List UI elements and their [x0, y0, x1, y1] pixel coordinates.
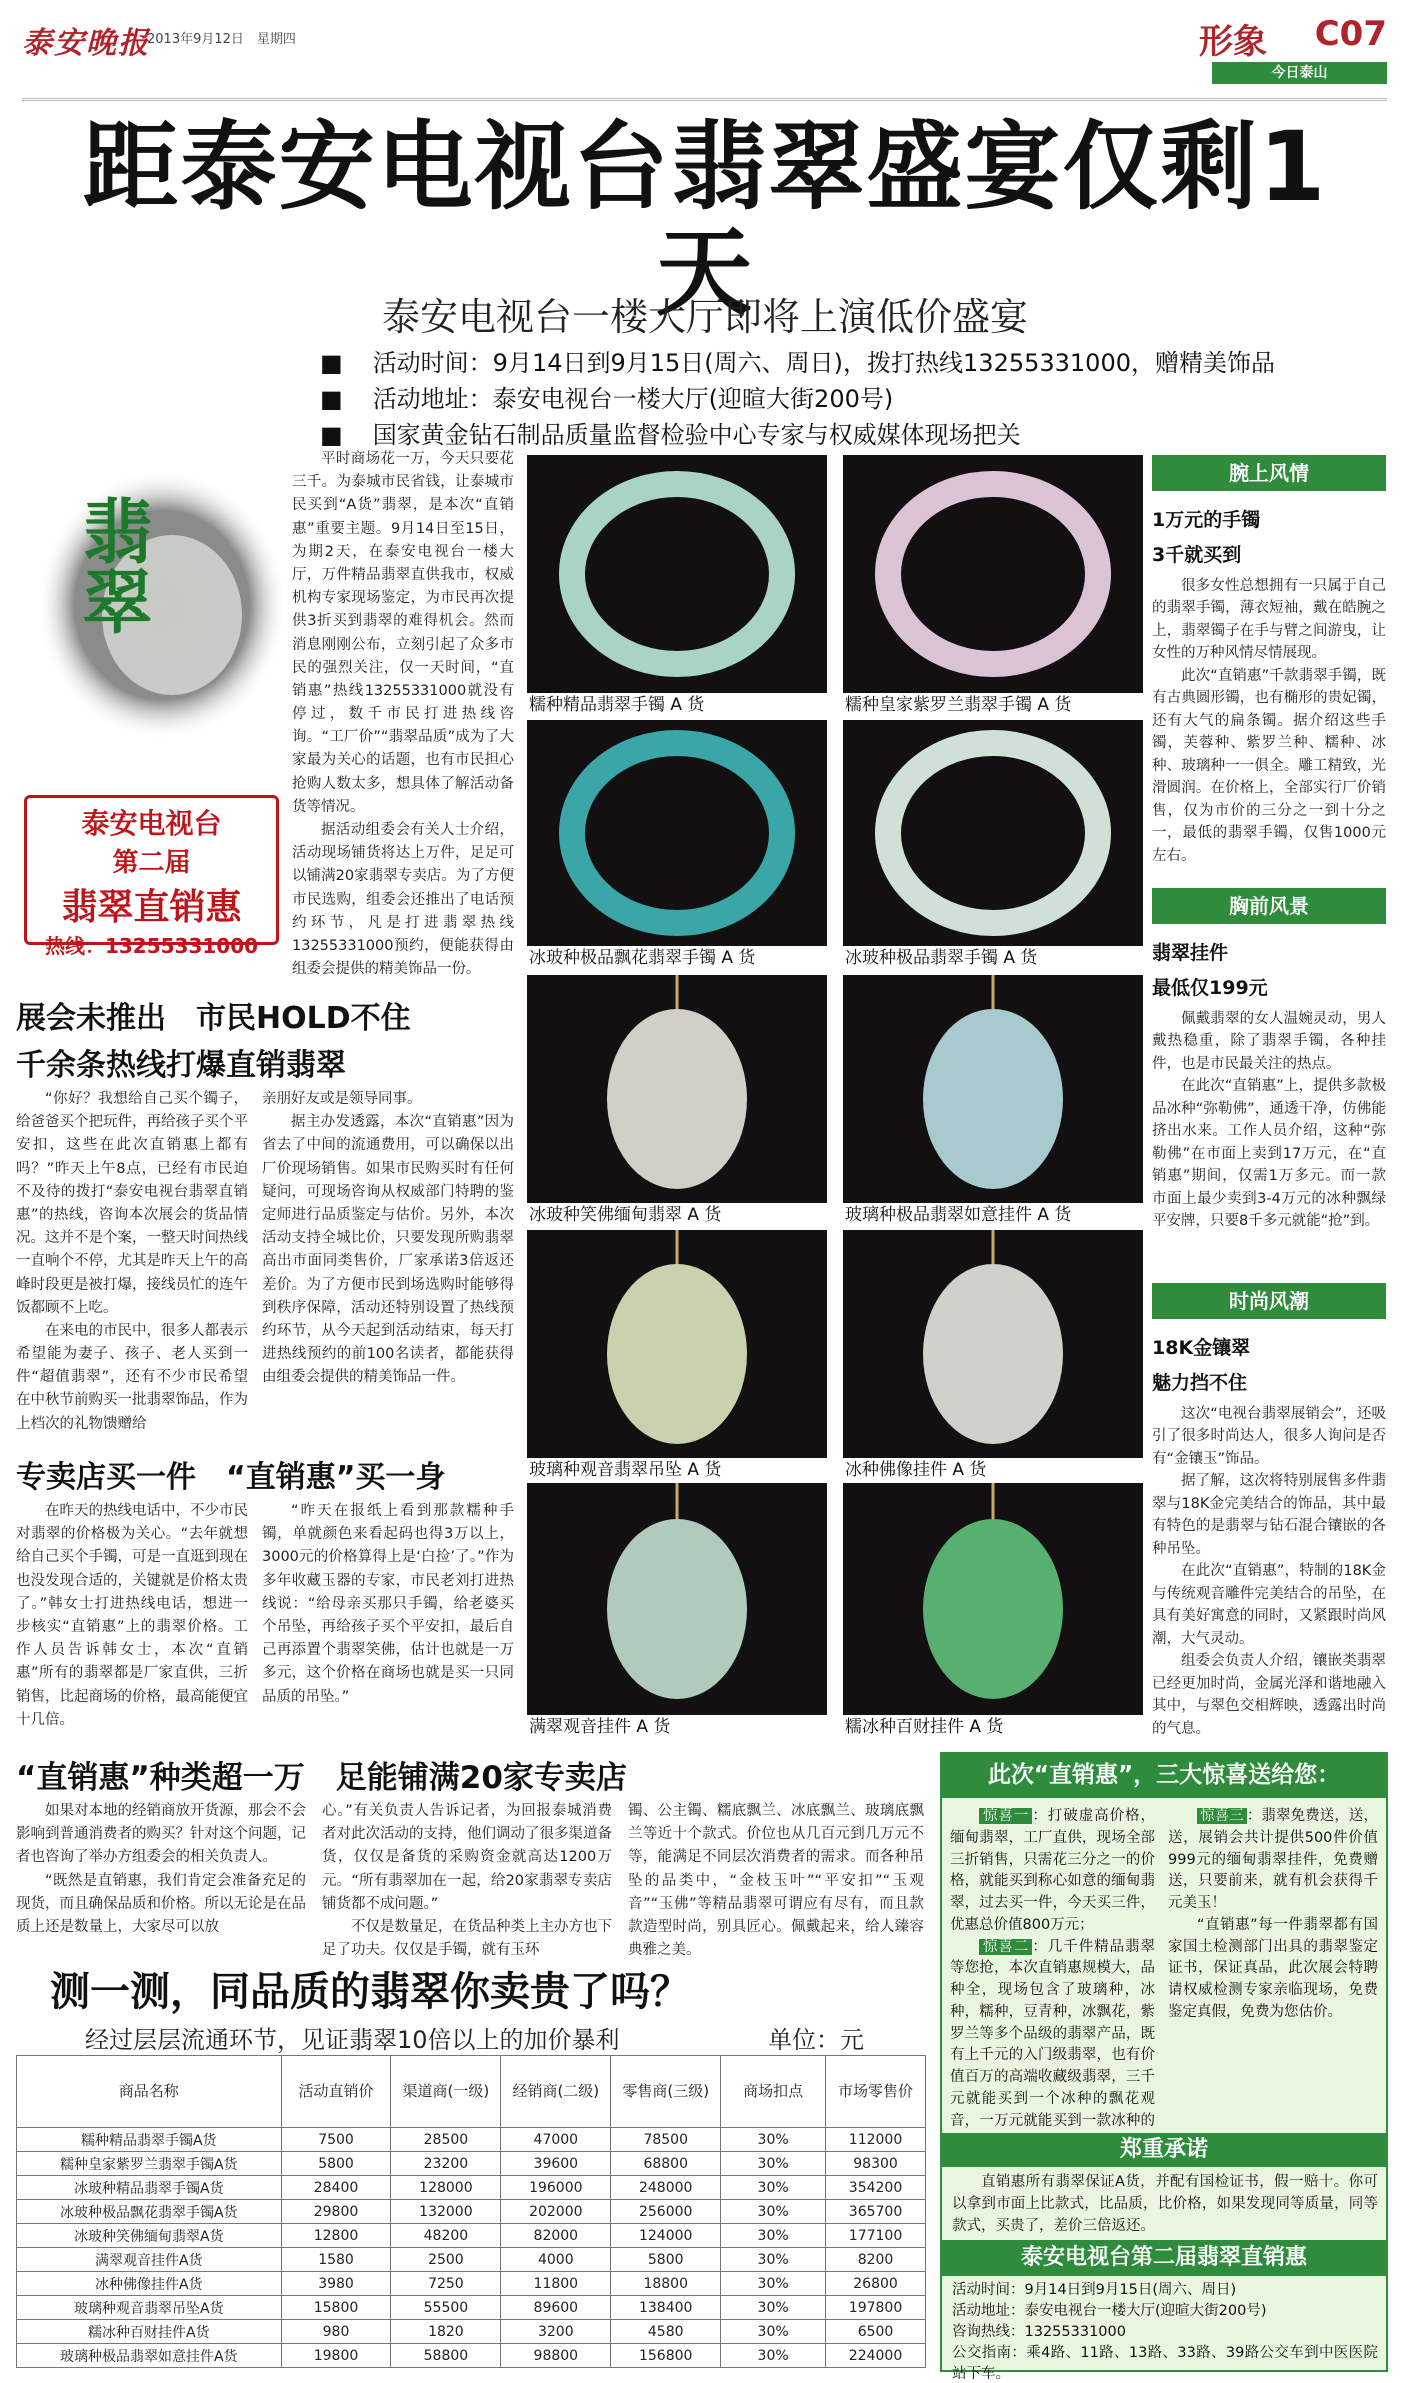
table-header-cell: 商品名称	[17, 2056, 282, 2128]
table-cell: 202000	[501, 2200, 611, 2224]
photo-caption: 玻璃种观音翡翠吊坠 A 货	[527, 1458, 827, 1482]
table-cell: 29800	[281, 2200, 391, 2224]
logo-hotline: 热线：13255331000	[44, 934, 259, 958]
table-cell: 糯种精品翡翠手镯A货	[17, 2128, 282, 2152]
section2-title: 专卖店买一件 “直销惠”买一身	[16, 1460, 446, 1495]
table-cell: 6500	[826, 2320, 926, 2344]
photo-caption: 冰玻种极品飘花翡翠手镯 A 货	[527, 946, 827, 970]
table-cell: 26800	[826, 2272, 926, 2296]
table-cell: 132000	[391, 2200, 501, 2224]
photo-caption: 糯种精品翡翠手镯 A 货	[527, 693, 827, 717]
table-row	[17, 2128, 926, 2152]
table-cell: 112000	[826, 2128, 926, 2152]
page-number: C07	[1314, 14, 1387, 54]
issue-date: 2013年9月12日 星期四	[147, 32, 296, 47]
sidebar-fashion-h1: 18K金镶翠	[1152, 1337, 1251, 1359]
price-test-subtitle: 经过层层流通环节，见证翡翠10倍以上的加价暴利	[85, 2026, 620, 2054]
table-cell: 冰玻种笑佛缅甸翡翠A货	[17, 2224, 282, 2248]
jade-pendant-icon	[843, 1483, 1143, 1715]
table-cell: 78500	[611, 2128, 721, 2152]
intro-text: 平时商场花一万，今天只要花三千。为泰城市民省钱，让泰城市民买到“A货”翡翠，是本次“直销惠”重要主题。9月14日至15日，为期2天，在泰安电视台一楼大厅，万件精品翡翠直供我市，权威机构专家现场鉴定，为市民再次提供3折买到翡翠的难得机会。然而消息刚刚公布，立刻引起了众多市民的强烈关注，仅一天时间，“直销惠”热线13255331000就没有停过，数千市民打进热线咨询。“工厂价”“翡翠品质”成为了大家最为关心的话题，也有市民担心抢购人数太多，想具体了解活动备货等情况。 据活动组委会有关人士介绍，活动现场铺货将达上万件，足足可以铺满20家翡翠专卖店。为了方便市民选购，组委会还推出了电话预约环节，凡是打进翡翠热线13255331000预约，便能获得由组委会提供的精美饰品一份。	[292, 451, 514, 978]
table-cell: 冰种佛像挂件A货	[17, 2272, 282, 2296]
section3-col3: 镯、公主镯、糯底飘兰、冰底飘兰、玻璃底飘兰等近十个款式。价位也从几百元到几万元不等，能满足不同层次消费者的需求。而各种吊坠的品类中，“金枝玉叶”“平安扣”“玉观音”“玉佛”等精品翡翠可谓应有尽有，而且款款造型时尚，别具匠心。佩戴起来，给人臻容典雅之美。	[628, 1803, 924, 1959]
table-cell: 48200	[391, 2224, 501, 2248]
table-cell: 39600	[501, 2152, 611, 2176]
table-cell: 15800	[281, 2296, 391, 2320]
event-title: 泰安电视台第二届翡翠直销惠	[942, 2240, 1386, 2276]
table-cell: 12800	[281, 2224, 391, 2248]
table-header-cell: 市场零售价	[826, 2056, 926, 2128]
table-row	[17, 2296, 926, 2320]
table-cell: 82000	[501, 2224, 611, 2248]
jade-bangle-icon	[527, 720, 827, 946]
table-cell: 8200	[826, 2248, 926, 2272]
product-photo	[843, 975, 1143, 1227]
table-cell: 30%	[721, 2200, 826, 2224]
table-cell: 7500	[281, 2128, 391, 2152]
table-cell: 98300	[826, 2152, 926, 2176]
table-row	[17, 2176, 926, 2200]
table-cell: 1820	[391, 2320, 501, 2344]
table-row	[17, 2344, 926, 2368]
bullet-address: ■ 活动地址：泰安电视台一楼大厅(迎暄大街200号)	[320, 379, 1400, 414]
table-cell: 7250	[391, 2272, 501, 2296]
promise-title: 郑重承诺	[942, 2133, 1386, 2167]
promo-col1: 惊喜一 ：打破虚高价格，缅甸翡翠，工厂直供，现场全部三折销售，只需花三分之一的价格，就能买到称心如意的缅甸翡翠，过去买一件，今天买三件，优惠总价值800万元； 惊喜二 ：几千件精品翡翠等您抢，本次直销惠规模大，品种全，现场包含了玻璃种，冰种，糯种，豆青种，冰飘花，紫罗兰等多个品级的翡翠产品，既有上千元的入门级翡翠，也有价值百万的高端收藏级翡翠，三千元就能买到一个冰种的飘花观音，一万元就能买到一款冰种的	[950, 1808, 1156, 2129]
table-cell: 28500	[391, 2128, 501, 2152]
table-cell: 3980	[281, 2272, 391, 2296]
table-cell: 196000	[501, 2176, 611, 2200]
sidebar-bar-chest: 胸前风景	[1152, 888, 1386, 924]
price-unit: 单位：元	[768, 2026, 864, 2054]
table-cell: 4000	[501, 2248, 611, 2272]
section3-title: “直销惠”种类超一万 足能铺满20家专卖店	[16, 1760, 627, 1796]
table-cell: 23200	[391, 2152, 501, 2176]
sidebar-bar-wrist: 腕上风情	[1152, 455, 1386, 491]
table-cell: 冰玻种极品飘花翡翠手镯A货	[17, 2200, 282, 2224]
product-photo	[843, 1483, 1143, 1739]
surprise2-tag: 惊喜二	[979, 1939, 1032, 1955]
table-cell: 197800	[826, 2296, 926, 2320]
table-cell: 30%	[721, 2296, 826, 2320]
price-comparison-table	[16, 2055, 926, 2368]
table-cell: 玻璃种极品翡翠如意挂件A货	[17, 2344, 282, 2368]
table-cell: 30%	[721, 2224, 826, 2248]
event-logo-box	[24, 795, 279, 958]
table-cell: 224000	[826, 2344, 926, 2368]
table-cell: 89600	[501, 2296, 611, 2320]
table-cell: 68800	[611, 2152, 721, 2176]
section-name: 形象	[1199, 22, 1267, 62]
bullet-experts: ■ 国家黄金钻石制品质量监督检验中心专家与权威媒体现场把关	[320, 415, 1400, 450]
table-row	[17, 2320, 926, 2344]
promo-col2: 惊喜三 ：翡翠免费送，送，送，展销会共计提供500件价值999元的缅甸翡翠挂件，免费赠送，只要前来，就有机会获得千元美玉！ “直销惠”每一件翡翠都有国家国土检测部门出具的翡翠鉴定证书，保证真品，此次展会特聘请权威检测专家亲临现场，免费鉴定真假，免费为您估价。	[1168, 1808, 1378, 2020]
table-cell: 11800	[501, 2272, 611, 2296]
sidebar-chest-h2: 最低仅199元	[1152, 977, 1268, 999]
table-cell: 糯种皇家紫罗兰翡翠手镯A货	[17, 2152, 282, 2176]
sidebar-fashion-text: 这次“电视台翡翠展销会”，还吸引了很多时尚达人，很多人询问是否有“金镶玉”饰品。 据了解，这次将特别展售多件翡翠与18K金完美结合的饰品，其中最有特色的是翡翠与钻石混合镶嵌的各种吊坠。 在此次“直销惠”，特制的18K金与传统观音雕件完美结合的吊坠，在具有美好寓意的同时，又紧跟时尚风潮，大气灵动。 组委会负责人介绍，镶嵌类翡翠已经更加时尚，金属光泽和谐地融入其中，与翠色交相辉映，透露出时尚的气息。	[1152, 1406, 1386, 1737]
table-body	[17, 2128, 926, 2368]
promo-title: 此次“直销惠”，三大惊喜送给您：	[940, 1752, 1388, 1798]
jade-bangle-icon	[527, 455, 827, 693]
table-cell: 30%	[721, 2248, 826, 2272]
section1-col2: 亲朋好友或是领导同事。 据主办发透露，本次“直销惠”因为省去了中间的流通费用，可以确保以出厂价现场销售。如果市民购买时有任何疑问，可现场咨询从权威部门特聘的鉴定师进行品质鉴定与估价。另外，本次活动支持全城比价，只要发现所购翡翠高出市面同类售价，厂家承诺3倍返还差价。为了方便市民到场选购时能够得到秩序保障，活动还特别设置了热线预约环节，从今天起到活动结束，每天打进热线预约的前100名读者，都能获得由组委会提供的精美饰品一件。	[262, 1091, 514, 1386]
table-cell: 2500	[391, 2248, 501, 2272]
photo-caption: 冰种佛像挂件 A 货	[843, 1458, 1143, 1482]
section1-title1: 展会未推出 市民HOLD不住	[16, 1001, 411, 1036]
table-cell: 5800	[281, 2152, 391, 2176]
table-cell: 30%	[721, 2152, 826, 2176]
table-cell: 3200	[501, 2320, 611, 2344]
jade-pendant-icon	[527, 1230, 827, 1458]
product-photo	[843, 720, 1143, 970]
table-row	[17, 2200, 926, 2224]
sidebar-fashion-h2: 魅力挡不住	[1152, 1372, 1248, 1394]
table-cell: 354200	[826, 2176, 926, 2200]
table-cell: 玻璃种观音翡翠吊坠A货	[17, 2296, 282, 2320]
page-title: 距泰安电视台翡翠盛宴仅剩1天	[82, 111, 1328, 329]
sidebar-wrist-h1: 1万元的手镯	[1152, 509, 1261, 531]
table-cell: 365700	[826, 2200, 926, 2224]
jade-bangle-icon	[843, 455, 1143, 693]
table-cell: 256000	[611, 2200, 721, 2224]
logo-line1: 泰安电视台	[81, 807, 222, 840]
masthead-divider	[22, 98, 1387, 101]
newspaper-logo: 泰安晚报	[22, 26, 150, 61]
jade-bangle-icon	[843, 720, 1143, 946]
surprise1-tag: 惊喜一	[979, 1808, 1032, 1824]
table-cell: 5800	[611, 2248, 721, 2272]
table-cell: 58800	[391, 2344, 501, 2368]
table-cell: 28400	[281, 2176, 391, 2200]
table-cell: 47000	[501, 2128, 611, 2152]
product-photo	[527, 1230, 827, 1482]
table-cell: 248000	[611, 2176, 721, 2200]
table-cell: 124000	[611, 2224, 721, 2248]
product-photo	[843, 1230, 1143, 1482]
table-cell: 138400	[611, 2296, 721, 2320]
table-cell: 30%	[721, 2272, 826, 2296]
sidebar-bar-fashion: 时尚风潮	[1152, 1283, 1386, 1319]
section1-title2: 千余条热线打爆直销翡翠	[16, 1048, 346, 1083]
photo-caption: 冰玻种笑佛缅甸翡翠 A 货	[527, 1203, 827, 1227]
table-header-cell: 零售商(三级)	[611, 2056, 721, 2128]
product-photo	[527, 720, 827, 970]
table-row	[17, 2224, 926, 2248]
logo-line2: 第二届	[112, 848, 191, 878]
product-photo	[527, 455, 827, 717]
sidebar-wrist-h2: 3千就买到	[1152, 544, 1242, 566]
sidebar-wrist-text: 很多女性总想拥有一只属于自己的翡翠手镯，薄衣短袖，戴在皓腕之上，翡翠镯子在手与臂之间游曳，让女性的万种风情尽情展现。 此次“直销惠”千款翡翠手镯，既有古典圆形镯，也有椭形的贵妃镯，还有大气的扁条镯。据介绍这些手镯，芙蓉种、紫罗兰种、糯种、冰种、玻璃种一一俱全。雕工精致，光滑圆润。在价格上，全部实行厂价销售，仅为市价的三分之一到十分之一，最低的翡翠手镯，仅售1000元左右。	[1152, 578, 1386, 864]
table-cell: 30%	[721, 2128, 826, 2152]
product-photo	[527, 975, 827, 1227]
table-header-cell: 活动直销价	[281, 2056, 391, 2128]
table-cell: 55500	[391, 2296, 501, 2320]
jade-pendant-icon	[527, 975, 827, 1203]
promise-text: 直销惠所有翡翠保证A货，并配有国检证书，假一赔十。你可以拿到市面上比款式，比品质，比价格，如果发现同等质量，同等款式，买贵了，差价三倍返还。	[952, 2174, 1378, 2234]
section-tag: 今日泰山	[1212, 62, 1387, 84]
table-cell: 30%	[721, 2344, 826, 2368]
jade-pendant-icon	[843, 975, 1143, 1203]
table-cell: 冰玻种精品翡翠手镯A货	[17, 2176, 282, 2200]
surprise3-tag: 惊喜三	[1197, 1808, 1247, 1824]
section2-col2: “昨天在报纸上看到那款糯种手镯，单就颜色来看起码也得3万以上，3000元的价格算得上是‘白捡’了。”作为多年收藏玉器的专家，市民老刘打进热线说：“给母亲买那只手镯，给老婆买个吊坠，再给孩子买个平安扣，最后自己再添置个翡翠笑佛，估计也就是一万多元，这个价格在商场也就是买一只同品质的吊坠。”	[262, 1503, 514, 1705]
table-cell: 980	[281, 2320, 391, 2344]
page-subtitle: 泰安电视台一楼大厅即将上演低价盛宴	[381, 295, 1028, 339]
table-cell: 30%	[721, 2176, 826, 2200]
masthead	[22, 14, 1387, 81]
table-cell: 98800	[501, 2344, 611, 2368]
event-info: 活动时间：9月14日到9月15日(周六、周日) 活动地址：泰安电视台一楼大厅(迎暄大街200号) 咨询热线：13255331000 公交指南：乘4路、11路、13路、33路、39路公交车到中医医院站下车。	[952, 2282, 1378, 2383]
table-cell: 19800	[281, 2344, 391, 2368]
jade-logo-art	[22, 455, 282, 775]
product-photo	[527, 1483, 827, 1739]
table-header-cell: 商场扣点	[721, 2056, 826, 2128]
section3-col1: 如果对本地的经销商放开货源，那会不会影响到普通消费者的购买？针对这个问题，记者也咨询了举办方组委会的相关负责人。 “既然是直销惠，我们肯定会准备充足的现货，而且确保品质和价格。所以无论是在品质上还是数量上，大家尽可以放	[16, 1803, 306, 1935]
sidebar-chest-h1: 翡翠挂件	[1152, 942, 1229, 964]
bullet-time: ■ 活动时间：9月14日到9月15日(周六、周日)，拨打热线13255331000，赠精美饰品	[320, 343, 1400, 378]
price-test-title: 测一测，同品质的翡翠你卖贵了吗？	[50, 1969, 690, 2015]
table-cell: 177100	[826, 2224, 926, 2248]
logo-art-text: 翡翠	[71, 495, 154, 635]
table-header-cell: 渠道商(一级)	[391, 2056, 501, 2128]
table-cell: 4580	[611, 2320, 721, 2344]
photo-caption: 满翠观音挂件 A 货	[527, 1715, 827, 1739]
photo-caption: 冰玻种极品翡翠手镯 A 货	[843, 946, 1143, 970]
table-cell: 18800	[611, 2272, 721, 2296]
sidebar-chest-text: 佩戴翡翠的女人温婉灵动，男人戴热稳重，除了翡翠手镯，各种挂件，也是市民最关注的热点。 在此次“直销惠”上，提供多款极品冰种“弥勒佛”，通透干净，仿佛能挤出水来。工作人员介绍，这种“弥勒佛”在市面上卖到17万元，在“直销惠”期间，仅需1万多元。而一款市面上最少卖到3-4万元的冰种飘绿平安牌，只要8千多元就能“抢”到。	[1152, 1011, 1386, 1230]
section2-col1: 在昨天的热线电话中，不少市民对翡翠的价格极为关心。“去年就想给自己买个手镯，可是一直逛到现在也没发现合适的，关键就是价格太贵了。”韩女士打进热线电话，想进一步核实“直销惠”上的翡翠价格。工作人员告诉韩女士，本次“直销惠”所有的翡翠都是厂家直供，三折销售，比起商场的价格，最高能便宜十几倍。	[16, 1503, 248, 1728]
table-cell: 满翠观音挂件A货	[17, 2248, 282, 2272]
section1-col1: “你好？我想给自己买个镯子，给爸爸买个把玩件，再给孩子买个平安扣，这些在此次直销惠上都有吗？”昨天上午8点，已经有市民迫不及待的拨打“泰安电视台翡翠直销惠”的热线，咨询本次展会的货品情况。这并不是个案，一整天时间热线一直响个不停，尤其是昨天上午的高峰时段更是被打爆，接线员忙的连午饭都顾不上吃。 在来电的市民中，很多人都表示希望能为妻子、孩子、老人买到一件“超值翡翠”，还有不少市民希望在中秋节前购买一批翡翠饰品，作为上档次的礼物馈赠给	[16, 1091, 248, 1432]
jade-pendant-icon	[843, 1230, 1143, 1458]
table-cell: 30%	[721, 2320, 826, 2344]
photo-caption: 糯种皇家紫罗兰翡翠手镯 A 货	[843, 693, 1143, 717]
logo-line3: 翡翠直销惠	[61, 887, 242, 928]
table-cell: 糯冰种百财挂件A货	[17, 2320, 282, 2344]
photo-caption: 糯冰种百财挂件 A 货	[843, 1715, 1143, 1739]
table-header-cell: 经销商(二级)	[501, 2056, 611, 2128]
table-row	[17, 2248, 926, 2272]
table-cell: 1580	[281, 2248, 391, 2272]
table-row	[17, 2152, 926, 2176]
table-header-row	[17, 2056, 926, 2128]
table-row	[17, 2272, 926, 2296]
jade-pendant-icon	[527, 1483, 827, 1715]
table-cell: 156800	[611, 2344, 721, 2368]
photo-caption: 玻璃种极品翡翠如意挂件 A 货	[843, 1203, 1143, 1227]
section3-col2: 心。”有关负责人告诉记者，为回报泰城消费者对此次活动的支持，他们调动了很多渠道备货，仅仅是备货的采购资金就高达1200万元。“所有翡翠加在一起，给20家翡翠专卖店铺货都不成问题。” 不仅是数量足，在货品种类上主办方也下足了功夫。仅仅是手镯，就有玉环	[322, 1803, 612, 1959]
product-photo	[843, 455, 1143, 717]
table-cell: 128000	[391, 2176, 501, 2200]
